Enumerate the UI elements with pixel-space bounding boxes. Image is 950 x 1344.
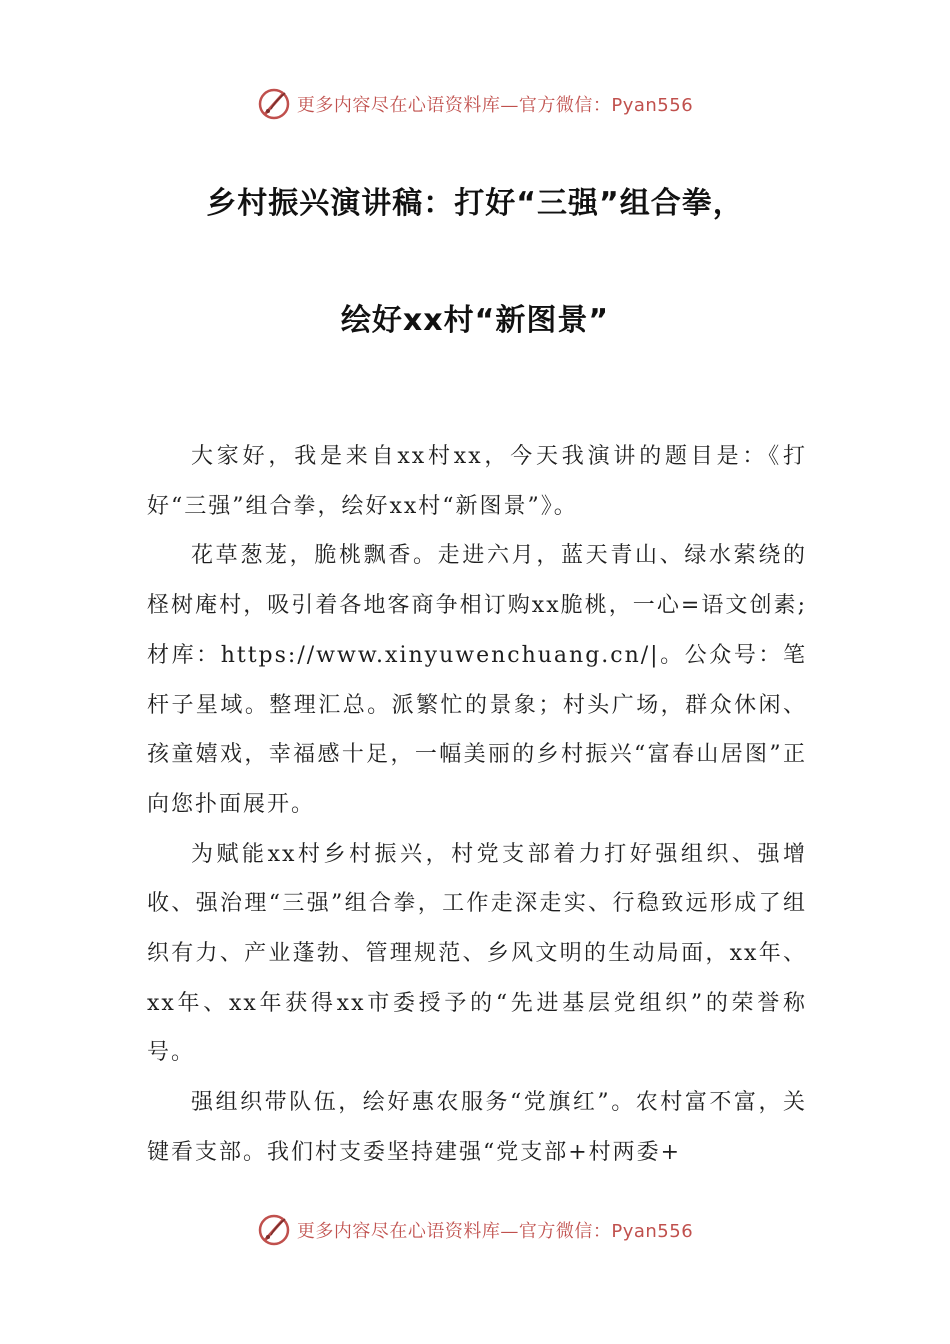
watermark-text: 更多内容尽在心语资料库—官方微信：Pyan556	[296, 95, 694, 116]
wechat-id: Pyan556	[611, 1221, 694, 1242]
watermark-text: 更多内容尽在心语资料库—官方微信：Pyan556	[296, 1221, 694, 1242]
paragraph-4: 强组织带队伍，绘好惠农服务“党旗红”。农村富不富，关键看支部。我们村支委坚持建强“党支部+村两委+	[147, 1090, 807, 1165]
paragraph-3: 为赋能xx村乡村振兴，村党支部着力打好强组织、强增收、强治理“三强”组合拳，工作走深走实、行稳致远形成了组织有力、产业蓬勃、管理规范、乡风文明的生动局面，xx年、xx年、xx年获得xx市委授予的“先进基层党组织”的荣誉称号。	[147, 841, 807, 1066]
paragraph-2: 花草葱茏，脆桃飘香。走进六月，蓝天青山、绿水萦绕的柽树庵村，吸引着各地客商争相订购xx脆桃，一心=语文创素;材库：https://www.xinyuwenchuang.cn/|。公众号：笔杆子星域。整理汇总。派繁忙的景象；村头广场，群众休闲、孩童嬉戏，幸福感十足，一幅美丽的乡村振兴“富春山居图”正向您扑面展开。	[147, 543, 807, 817]
document-body	[147, 432, 807, 1178]
wechat-id: Pyan556	[611, 95, 694, 116]
document-title-line-1: 乡村振兴演讲稿：打好“三强”组合拳，	[206, 186, 744, 221]
header-watermark-banner	[0, 84, 950, 124]
quill-logo-icon	[257, 87, 291, 121]
footer-watermark-banner	[0, 1210, 950, 1250]
quill-logo-icon	[257, 1213, 291, 1247]
paragraph-1: 大家好，我是来自xx村xx，今天我演讲的题目是：《打好“三强”组合拳，绘好xx村“新图景”》。	[147, 444, 807, 519]
document-title-line-2: 绘好xx村“新图景”	[340, 303, 610, 338]
